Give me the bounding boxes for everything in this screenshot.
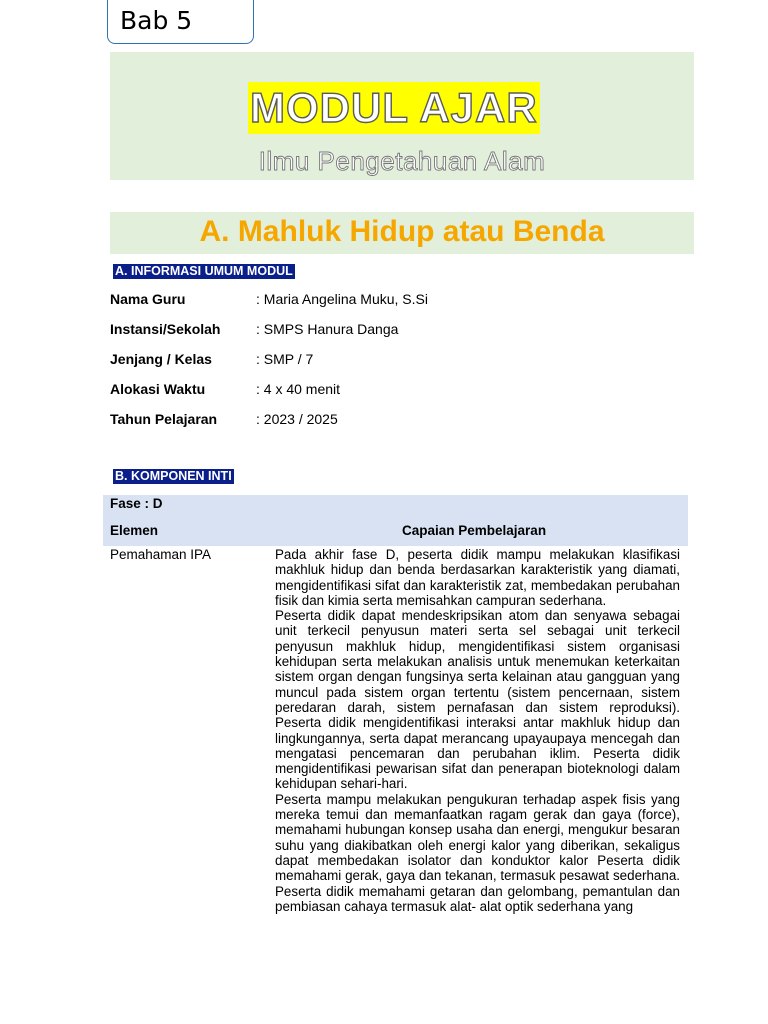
module-title: MODUL AJAR	[248, 82, 540, 134]
chapter-banner	[110, 212, 694, 254]
capaian-paragraph: Peserta mampu melakukan pengukuran terhadap aspek fisis yang mereka temui dan memanfaatkan ragam gerak dan gaya (force), memahami hubungan konsep usaha dan energi, mengukur besaran suhu yang diakibatkan oleh energi kalor yang diberikan, sekaligus dapat membedakan isolator dan konduktor kalor Peserta didik memahami gerak, gaya dan tekanan, termasuk pesawat sederhana. Peserta didik memahami getaran dan gelombang, pemantulan dan pembiasan cahaya termasuk alat- alat optik sederhana yang	[275, 791, 680, 914]
capaian-paragraph: Pada akhir fase D, peserta didik mampu melakukan klasifikasi makhluk hidup dan benda berdasarkan karakteristik yang diamati, mengidentifikasi sifat dan karakteristik zat, membedakan perubahan fisik dan kimia serta memisahkan campuran sederhana.	[275, 547, 680, 608]
table-header	[103, 495, 688, 546]
column-header-capaian: Capaian Pembelajaran	[402, 523, 547, 538]
info-label: Nama Guru	[110, 291, 186, 307]
table-cell-capaian	[275, 547, 680, 961]
info-label: Instansi/Sekolah	[110, 321, 221, 337]
chapter-label: Bab 5	[120, 6, 193, 35]
capaian-paragraph: Peserta didik dapat mendeskripsikan atom dan senyawa sebagai unit terkecil penyusun materi serta sel sebagai unit terkecil penyusun makhluk hidup, mengidentifikasi sistem organisasi kehidupan serta melakukan analisis untuk menemukan keterkaitan sistem organ dengan fungsinya serta kelainan atau gangguan yang muncul pada sistem organ tertentu (sistem pencernaan, sistem peredaran darah, sistem pernafasan dan sistem reproduksi). Peserta didik mengidentifikasi interaksi antar makhluk hidup dan lingkungannya, serta dapat merancang upayaupaya mencegah dan mengatasi pencemaran dan perubahan iklim. Peserta didik mengidentifikasi pewarisan sifat dan penerapan bioteknologi dalam kehidupan sehari-hari.	[275, 608, 680, 792]
fase-label: Fase : D	[110, 496, 163, 511]
table-cell-elemen: Pemahaman IPA	[110, 547, 212, 562]
info-value: : 4 x 40 menit	[256, 381, 341, 397]
chapter-title: A. Mahluk Hidup atau Benda	[199, 215, 605, 248]
section-a-heading: A. INFORMASI UMUM MODUL	[115, 264, 293, 278]
info-value: : SMP / 7	[256, 351, 314, 367]
info-label: Alokasi Waktu	[110, 381, 206, 397]
section-b-heading: B. KOMPONEN INTI	[115, 469, 232, 483]
title-banner	[110, 52, 694, 180]
column-header-elemen: Elemen	[110, 523, 159, 538]
info-value: : Maria Angelina Muku, S.Si	[256, 291, 428, 307]
info-value: : 2023 / 2025	[256, 411, 338, 427]
subject-title: Ilmu Pengetahuan Alam	[258, 146, 546, 176]
info-label: Jenjang / Kelas	[110, 351, 212, 367]
info-label: Tahun Pelajaran	[110, 411, 218, 427]
chapter-label-box	[107, 0, 254, 44]
info-value: : SMPS Hanura Danga	[256, 321, 399, 337]
